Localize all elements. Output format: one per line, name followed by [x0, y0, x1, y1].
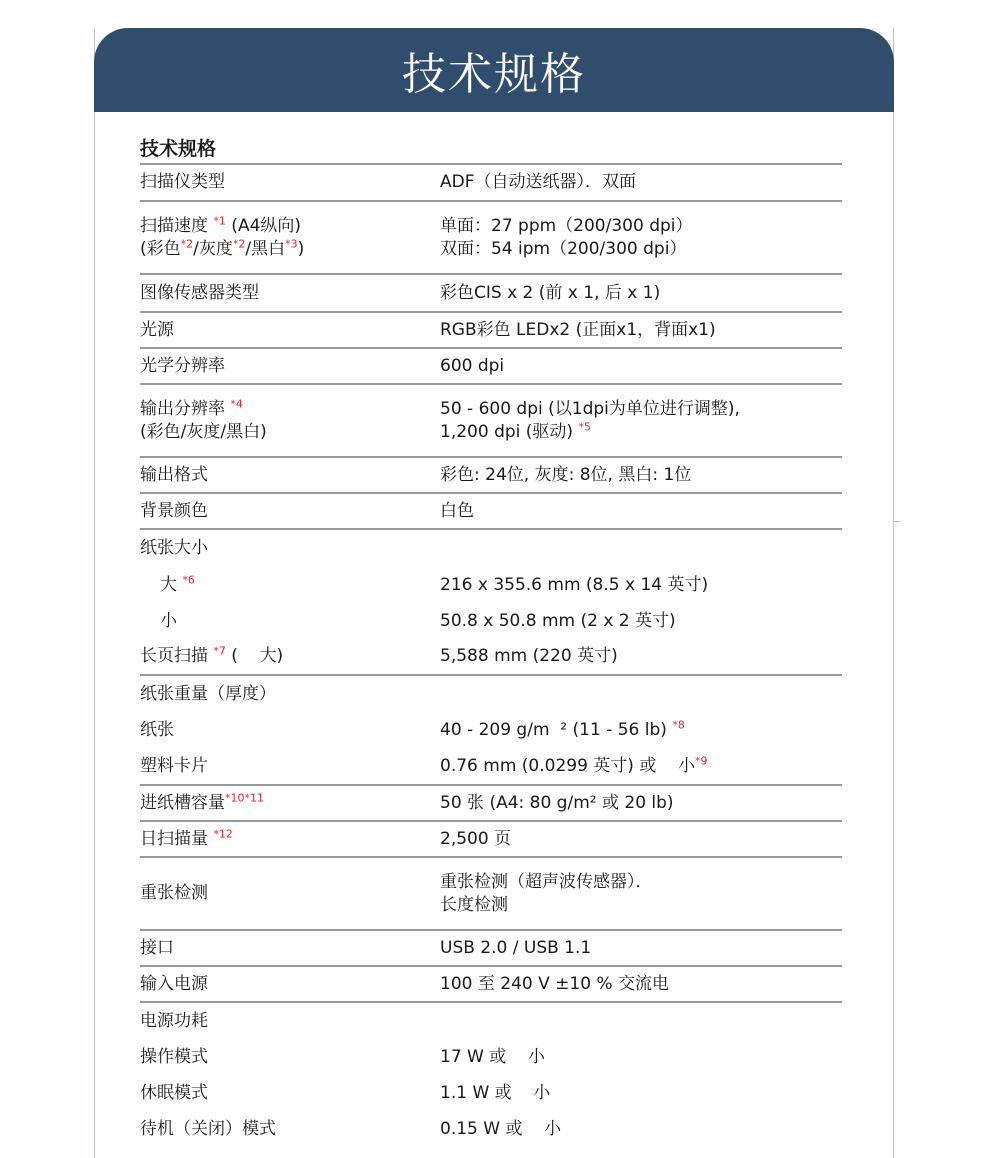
row-label: 小 — [160, 610, 177, 631]
row-label: 光学分辨率 — [140, 355, 225, 376]
row-value: 50.8 x 50.8 mm (2 x 2 英寸) — [440, 610, 676, 631]
page-header — [94, 28, 894, 112]
row-value: 50 - 600 dpi (以1dpi为单位进行调整), 1,200 dpi (驱动) $^{*5}$ — [440, 398, 740, 442]
row-label: 操作模式 — [140, 1046, 208, 1067]
row-value: 单面：27 ppm（200/300 dpi） 双面：54 ipm（200/300 dpi） — [440, 215, 693, 259]
footnote-mark: *7 — [213, 644, 226, 658]
row-optical-resolution — [140, 349, 842, 385]
row-value: RGB彩色 LEDx2 (正面x1，背面x1) — [440, 319, 716, 340]
row-value: 0.76 mm (0.0299 英寸) 或 小$^{*9}$ — [440, 754, 708, 776]
row-value: ADF（自动送纸器）．双面 — [440, 172, 636, 192]
row-paper-weight — [140, 676, 842, 712]
row-value: 5,588 mm (220 英寸) — [440, 646, 618, 666]
row-label: 待机（关闭）模式 — [140, 1118, 276, 1139]
row-label: 长页扫描 $^{*7}$ ( 大) — [140, 644, 284, 666]
footnote-mark: *10*11 — [225, 790, 264, 804]
footnote-mark: *1 — [213, 213, 226, 227]
row-output-format — [140, 458, 842, 494]
footnote-mark: *2 — [180, 236, 194, 250]
row-paper-max — [140, 567, 842, 603]
footnote-mark: *2 — [232, 236, 246, 250]
footnote-mark: *8 — [672, 718, 685, 732]
row-sleep-mode — [140, 1075, 842, 1111]
row-output-resolution — [140, 385, 842, 458]
row-value: 40 - 209 g/m ² (11 - 56 lb) $^{*8}$ — [440, 718, 685, 740]
row-label: 扫描速度 $^{*1}$ (A4纵向) (彩色$^{*2}$/灰度$^{*2}$/黑白$^{*3}$) — [140, 213, 305, 259]
row-paper-size — [140, 530, 842, 567]
row-label: 图像传感器类型 — [140, 282, 259, 303]
row-paper-min — [140, 603, 842, 639]
row-label: 休眠模式 — [140, 1082, 208, 1103]
row-power-consumption — [140, 1003, 842, 1039]
row-scan-speed — [140, 202, 842, 275]
row-interface — [140, 931, 842, 967]
row-scanner-type — [140, 165, 842, 202]
row-value: 50 张 (A4: 80 g/m² 或 20 lb) — [440, 792, 674, 813]
row-label: 纸张重量（厚度） — [140, 683, 276, 704]
row-label: 输出分辨率 $^{*4}$ (彩色/灰度/黑白) — [140, 396, 267, 442]
row-value: 100 至 240 V ±10 % 交流电 — [440, 973, 669, 994]
row-value: 1.1 W 或 小 — [440, 1082, 551, 1103]
row-label: 输出格式 — [140, 464, 208, 485]
footnote-mark: *4 — [230, 396, 243, 410]
row-label: 纸张大小 — [140, 538, 208, 558]
footnote-mark: *3 — [285, 236, 298, 250]
row-feeder-capacity — [140, 786, 842, 822]
row-label: 扫描仪类型 — [140, 172, 225, 192]
row-value: 彩色CIS x 2 (前 x 1, 后 x 1) — [440, 282, 661, 303]
row-label: 塑料卡片 — [140, 756, 208, 776]
row-label: 电源功耗 — [140, 1010, 208, 1031]
row-label: 纸张 — [140, 720, 174, 740]
row-label: 大 $^{*6}$ — [160, 572, 195, 595]
row-value: 216 x 355.6 mm (8.5 x 14 英寸) — [440, 574, 709, 595]
row-background-color — [140, 494, 842, 530]
row-label: 进纸槽容量$^{*10*11}$ — [140, 790, 264, 813]
row-value: 2,500 页 — [440, 828, 512, 849]
row-label: 光源 — [140, 319, 174, 340]
section-title: 技术规格 — [140, 131, 842, 165]
row-value: 重张检测（超声波传感器）． 长度检测 — [440, 871, 653, 915]
row-operating-mode — [140, 1039, 842, 1075]
row-light-source — [140, 313, 842, 349]
row-label: 背景颜色 — [140, 500, 208, 521]
spec-table — [140, 131, 842, 1147]
row-standby-mode — [140, 1111, 842, 1147]
row-label: 重张检测 — [140, 883, 208, 903]
edge-tick — [894, 521, 900, 522]
row-label: 输入电源 — [140, 973, 208, 994]
row-daily-volume — [140, 822, 842, 858]
page-title: 技术规格 — [402, 49, 586, 100]
row-power-input — [140, 967, 842, 1003]
row-plastic-card — [140, 749, 842, 786]
row-value: 白色 — [440, 500, 474, 521]
footnote-mark: *9 — [694, 754, 708, 768]
row-value: USB 2.0 / USB 1.1 — [440, 937, 592, 958]
row-paper — [140, 712, 842, 749]
row-label: 日扫描量 $^{*12}$ — [140, 826, 233, 849]
row-value: 彩色: 24位, 灰度: 8位, 黑白: 1位 — [440, 464, 692, 485]
footnote-mark: *5 — [578, 419, 591, 433]
row-sensor — [140, 275, 842, 313]
row-long-page — [140, 639, 842, 676]
row-label: 接口 — [140, 937, 174, 958]
footnote-mark: *6 — [182, 572, 195, 586]
row-value: 600 dpi — [440, 355, 505, 376]
row-value: 0.15 W 或 小 — [440, 1118, 562, 1139]
row-value: 17 W 或 小 — [440, 1046, 545, 1067]
row-multifeed — [140, 858, 842, 931]
footnote-mark: *12 — [213, 826, 233, 840]
